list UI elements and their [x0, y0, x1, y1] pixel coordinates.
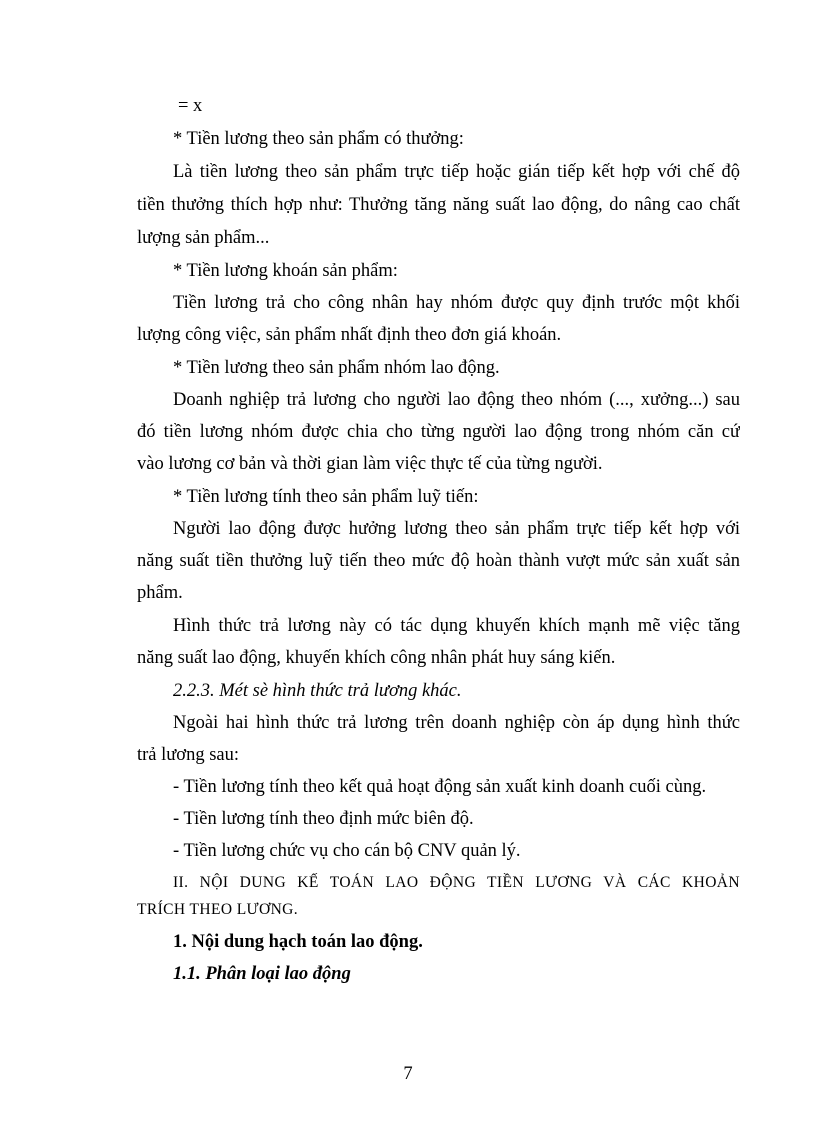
- section-heading-2-2-3: 2.2.3. Mét sè hình thức trả lương khác.: [173, 681, 462, 701]
- section-heading-1: 1. Nội dung hạch toán lao động.: [173, 932, 423, 952]
- formula-line: = x: [178, 96, 203, 116]
- paragraph-line: lượng sản phẩm...: [137, 228, 270, 248]
- subheading-contract-product-wage: * Tiền lương khoán sản phẩm:: [173, 261, 398, 281]
- subheading-bonus-product-wage: * Tiền lương theo sản phẩm có thưởng:: [173, 129, 464, 149]
- section-heading-1-1: 1.1. Phân loại lao động: [173, 964, 351, 984]
- bullet-item: - Tiền lương tính theo kết quả hoạt động sản xuất kinh doanh cuối cùng.: [173, 777, 707, 797]
- paragraph-line: trả lương sau:: [137, 745, 240, 765]
- paragraph-line: phẩm.: [137, 583, 183, 603]
- subheading-group-product-wage: * Tiền lương theo sản phẩm nhóm lao động.: [173, 358, 500, 378]
- paragraph-line: lượng công việc, sản phẩm nhất định theo đơn giá khoán.: [137, 325, 562, 345]
- paragraph-line: Ngoài hai hình thức trả lương trên doanh nghiệp còn áp dụng hình thức: [173, 713, 740, 733]
- paragraph-line: năng suất lao động, khuyến khích công nhân phát huy sáng kiến.: [137, 648, 616, 668]
- paragraph-line: Người lao động được hưởng lương theo sản phẩm trực tiếp kết hợp với: [173, 519, 740, 539]
- chapter-heading-line: II. NỘI DUNG KẾ TOÁN LAO ĐỘNG TIỀN LƯƠNG VÀ CÁC KHOẢN: [173, 874, 740, 891]
- paragraph-line: Tiền lương trả cho công nhân hay nhóm được quy định trước một khối: [173, 293, 740, 313]
- subheading-progressive-product-wage: * Tiền lương tính theo sản phẩm luỹ tiến:: [173, 487, 479, 507]
- bullet-item: - Tiền lương chức vụ cho cán bộ CNV quản lý.: [173, 841, 521, 861]
- paragraph-line: tiền thưởng thích hợp như: Thưởng tăng năng suất lao động, do nâng cao chất: [137, 195, 740, 215]
- chapter-heading-line: TRÍCH THEO LƯƠNG.: [137, 901, 299, 918]
- paragraph-line: năng suất tiền thưởng luỹ tiến theo mức độ hoàn thành vượt mức sản xuất sản: [137, 551, 740, 571]
- bullet-item: - Tiền lương tính theo định mức biên độ.: [173, 809, 474, 829]
- paragraph-line: đó tiền lương nhóm được chia cho từng người lao động trong nhóm căn cứ: [137, 422, 740, 442]
- paragraph-line: Doanh nghiệp trả lương cho người lao động theo nhóm (..., xưởng...) sau: [173, 390, 740, 410]
- paragraph-line: Là tiền lương theo sản phẩm trực tiếp hoặc gián tiếp kết hợp với chế độ: [173, 162, 740, 182]
- page-number: 7: [403, 1064, 413, 1084]
- paragraph-line: Hình thức trả lương này có tác dụng khuyến khích mạnh mẽ việc tăng: [173, 616, 740, 636]
- paragraph-line: vào lương cơ bản và thời gian làm việc thực tế của từng người.: [137, 454, 603, 474]
